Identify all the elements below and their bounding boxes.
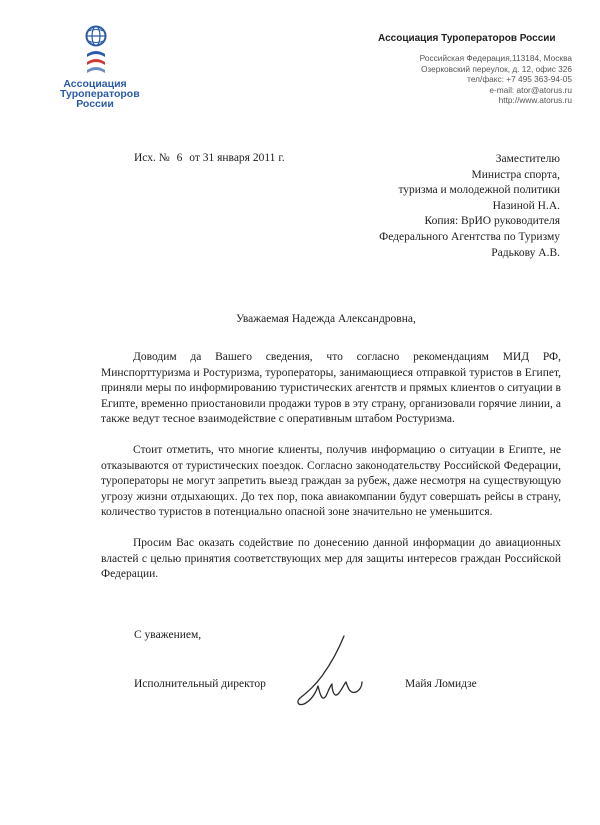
- reference-number: 6: [176, 152, 183, 164]
- closing: С уважением,: [134, 629, 202, 641]
- recipient-block: [379, 152, 560, 261]
- recipient-line: Назиной Н.А.: [492, 199, 560, 212]
- recipient-line: Федерального Агентства по Туризму: [379, 230, 560, 243]
- contact-phone: тел/факс: +7 495 363-94-05: [467, 74, 572, 85]
- logo-line: Туроператоров: [60, 88, 140, 100]
- reference-date: 31 января 2011: [202, 152, 276, 164]
- reference-suffix: г.: [278, 152, 285, 164]
- contact-address: Российская Федерация,113184, Москва: [419, 53, 572, 63]
- logo-line: Ассоциация: [63, 78, 127, 90]
- org-contacts: [420, 53, 572, 106]
- contact-street: Озерковский переулок, д. 12, офис 326: [420, 63, 572, 74]
- signer-name: Майя Ломидзе: [405, 678, 477, 690]
- recipient-line: Радькову А.В.: [491, 246, 560, 259]
- reference-date-prefix: от: [189, 152, 200, 164]
- recipient-line: Копия: ВрИО руководителя: [424, 215, 560, 228]
- body-paragraph: Доводим да Вашего сведения, что согласно рекомендациям МИД РФ, Минспорттуризма и Ростуризма, туроператоры, занимающиеся отправкой туристов в Египет, приняли меры по информированию туристических агентств и прямых клиентов о ситуации в Египте, временно приостановили продажи туров в эту страну, организовали горячие линии, а также ведут тесное взаимодействие с оперативным штабом Ростуризма.: [101, 351, 561, 426]
- contact-website: http://www.atorus.ru: [498, 95, 572, 106]
- logo-globe-icon: [84, 24, 108, 80]
- body-paragraph: Просим Вас оказать содействие по донесению данной информации до авиационных властей с целью принятия соответствующих мер для защиты интересов граждан Российской Федерации.: [101, 536, 561, 581]
- salutation: Уважаемая Надежда Александровна,: [236, 313, 416, 325]
- body-paragraph: Стоит отметить, что многие клиенты, получив информацию о ситуации в Египте, не отказываются от туристических поездок. Согласно законодательству Российской Федерации, туроператоры не могут запретить выезд граждан за рубеж, даже несмотря на существующую угрозу жизни отдыхающих. До тех пор, пока авиакомпании будут совершать рейсы в страну, количество туристов в потенциально опасной зоне значительно не уменьшится.: [101, 443, 561, 519]
- reference-line: [134, 152, 285, 164]
- org-name: Ассоциация Туроператоров России: [378, 33, 556, 44]
- recipient-line: туризма и молодежной политики: [398, 184, 560, 197]
- logo-line: России: [76, 98, 114, 110]
- letter-body: [101, 350, 561, 598]
- handwritten-signature: [292, 632, 364, 712]
- signer-title: Исполнительный директор: [134, 678, 266, 690]
- recipient-line: Министра спорта,: [471, 168, 560, 181]
- logo-wordmark: [60, 78, 140, 110]
- contact-email: e-mail: ator@atorus.ru: [489, 84, 572, 95]
- reference-prefix: Исх. №: [134, 152, 170, 164]
- recipient-line: Заместителю: [495, 153, 560, 165]
